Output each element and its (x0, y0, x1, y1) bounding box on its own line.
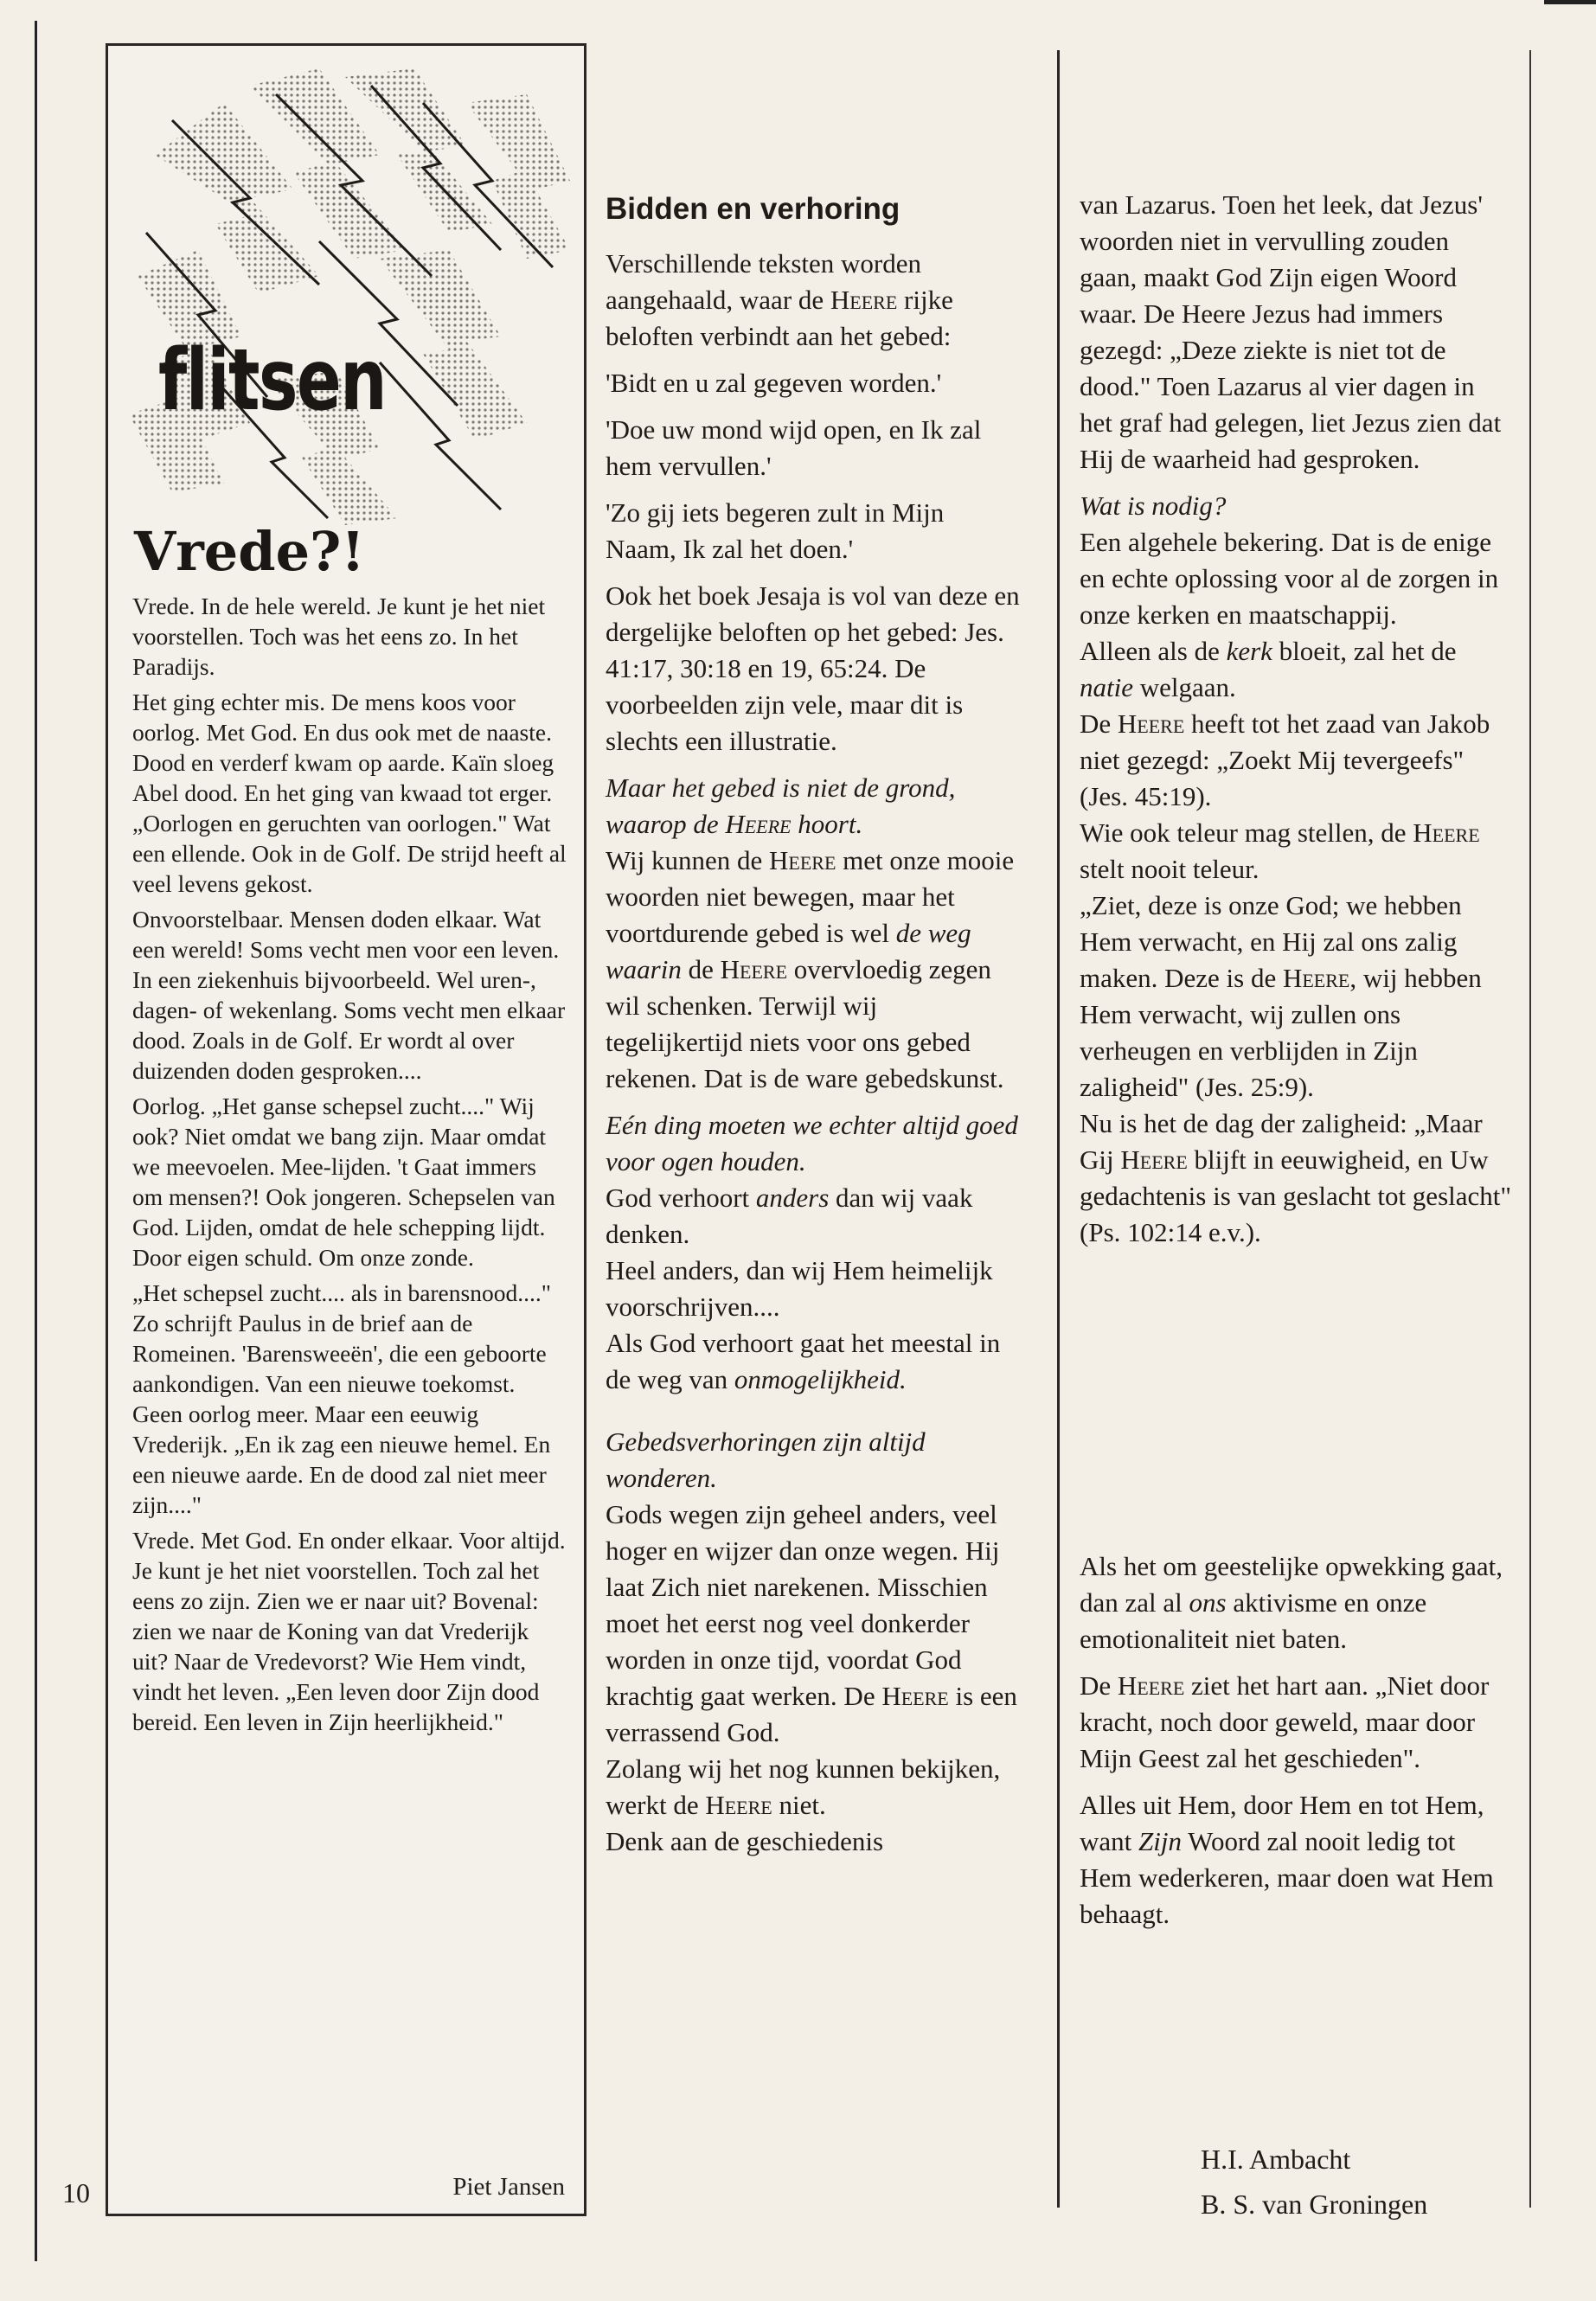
body-paragraph: Alleen als de kerk bloeit, zal het de natie welgaan. (1080, 636, 1457, 702)
body-paragraph: Een algehele bekering. Dat is de enige en echte oplossing voor al de zorgen in onze kerken en maatschappij. (1080, 527, 1499, 630)
sidebar-paragraph: „Het schepsel zucht.... als in barensnood...." Zo schrijft Paulus in de brief aan de Romeinen. 'Barensweeën', die een geboorte aankondigen. Van een nieuwe toekomst. Geen oorlog meer. Maar een eeuwig Vrederijk. „En ik zag een nieuwe hemel. En een nieuwe aarde. En de dood zal niet meer zijn...." (132, 1279, 551, 1518)
body-paragraph: Als het om geestelijke opwekking gaat, dan zal al ons aktivisme en onze emotionaliteit niet baten. (1080, 1551, 1503, 1654)
body-paragraph: Maar het gebed is niet de grond, waarop de Heere hoort. Wij kunnen de Heere met onze mooie woorden niet bewegen, maar het voortdurende gebed is wel de weg waarin de Heere overvloedig zegen wil schenken. Terwijl wij tegelijkertijd niets voor ons gebed rekenen. Dat is de ware gebedskunst. (606, 772, 1015, 1093)
body-paragraph: Nu is het de dag der zaligheid: „Maar Gij Heere blijft in eeuwigheid, en Uw gedachtenis is van geslacht tot geslacht" (Ps. 102:14 e.v.). (1080, 1108, 1512, 1247)
body-paragraph: De Heere heeft tot het zaad van Jakob niet gezegd: „Zoekt Mij tevergeefs" (Jes. 45:19). (1080, 708, 1490, 811)
body-paragraph: Eén ding moeten we echter altijd goed voor ogen houden. God verhoort anders dan wij vaak denken. Heel anders, dan wij Hem heimelijk voorschrijven.... Als God verhoort gaat het meestal in de weg van onmogelijkheid. (606, 1110, 1018, 1394)
body-paragraph: Gebedsverhoringen zijn altijd wonderen. Gods wegen zijn geheel anders, veel hoger en wijzer dan onze wegen. Hij laat Zich niet narekenen. Misschien moet het eerst nog veel donkerder worden in onze tijd, voordat God krachtig gaat werken. De Heere is een verrassend God. Zolang wij het nog kunnen bekijken, werkt de Heere niet. Denk aan de geschiedenis (606, 1426, 1017, 1856)
heere-smallcaps: Heere (830, 285, 898, 315)
body-paragraph: Wie ook teleur mag stellen, de Heere stelt nooit teleur. (1080, 817, 1480, 884)
quote: 'Bidt en u zal gegeven worden.' (606, 368, 942, 398)
sidebar-paragraph: Het ging echter mis. De mens koos voor oorlog. Met God. En dus ook met de naaste. Dood en verderf kwam op aarde. Kaïn sloeg Abel dood. En het ging van kwaad tot erger. „Oorlogen en geruchten van oorlogen." Wat een ellende. Ook in de Golf. De strijd heeft al veel levens gekost. (132, 689, 567, 897)
article-heading: Bidden en verhoring (606, 192, 901, 226)
body-paragraph: Alles uit Hem, door Hem en tot Hem, want Zijn Woord zal nooit ledig tot Hem wederkeren, maar doen wat Hem behaagt. (1080, 1790, 1494, 1929)
article-authors (1201, 2137, 1427, 2227)
flitsen-sidebar (106, 43, 586, 2216)
body-paragraph: „Ziet, deze is onze God; we hebben Hem verwacht, en Hij zal ons zalig maken. Deze is de Heere, wij hebben Hem verwacht, wij zullen ons verheugen en verblijden in Zijn zaligheid" (Jes. 25:9). (1080, 890, 1482, 1102)
sidebar-author: Piet Jansen (452, 2173, 565, 2201)
sidebar-body (132, 591, 570, 1742)
lightning-illustration (120, 51, 577, 535)
main-article-column (606, 192, 1021, 1870)
right-edge-rule (1529, 50, 1531, 2208)
author-line: H.I. Ambacht (1201, 2144, 1351, 2175)
quote: 'Zo gij iets begeren zult in Mijn Naam, Ik zal het doen.' (606, 497, 945, 564)
subheading: Wat is nodig? (1080, 490, 1227, 521)
sidebar-paragraph: Vrede. Met God. En onder elkaar. Voor altijd. Je kunt je het niet voorstellen. Toch zal het eens zo zijn. Zien we er naar uit? Bovenal: zien we naar de Koning van dat Vrederijk uit? Naar de Vredevorst? Wie Hem vindt, vindt het leven. „Een leven door Zijn dood bereid. Een leven in Zijn heerlijkheid." (132, 1527, 566, 1735)
sidebar-paragraph: Oorlog. „Het ganse schepsel zucht...." Wij ook? Niet omdat we bang zijn. Maar omdat we meevoelen. Mee-lijden. 't Gaat immers om mensen?! Ook jongeren. Schepselen van God. Lijden, omdat de hele schepping lijdt. Door eigen schuld. Om onze zonde. (132, 1093, 555, 1271)
author-line: B. S. van Groningen (1201, 2189, 1428, 2220)
page-edge-rule (35, 21, 37, 2261)
body-paragraph: De Heere ziet het hart aan. „Niet door kracht, noch door geweld, maar door Mijn Geest zal het geschieden". (1080, 1670, 1490, 1773)
continuation-column (1080, 187, 1512, 1251)
body-paragraph: van Lazarus. Toen het leek, dat Jezus' woorden niet in vervulling zouden gaan, maakt God Zijn eigen Woord waar. De Heere Jezus had immers gezegd: „Deze ziekte is niet tot de dood." Toen Lazarus al vier dagen in het graf had gelegen, liet Jezus zien dat Hij de waarheid had gesproken. (1080, 189, 1502, 474)
section-header-word: flitsen (158, 331, 387, 430)
sidebar-paragraph: Onvoorstelbaar. Mensen doden elkaar. Wat een wereld! Soms vecht men voor een leven. In een ziekenhuis bijvoorbeeld. Wel uren-, dagen- of wekenlang. Soms vecht men elkaar dood. Zoals in de Golf. Er wordt al over duizenden doden gesproken.... (132, 906, 566, 1084)
body-paragraph: Verschillende teksten worden aangehaald, waar de Heere rijke beloften verbindt aan het gebed: (606, 248, 953, 351)
column-divider (1057, 50, 1060, 2208)
closing-column (1080, 1548, 1512, 1943)
article-title: Vrede?! (134, 520, 365, 583)
quote: 'Doe uw mond wijd open, en Ik zal hem vervullen.' (606, 414, 982, 481)
top-corner-rule (1544, 0, 1596, 4)
sidebar-paragraph: Vrede. In de hele wereld. Je kunt je het niet voorstellen. Toch was het eens zo. In het Paradijs. (132, 593, 546, 680)
body-paragraph: Ook het boek Jesaja is vol van deze en dergelijke beloften op het gebed: Jes. 41:17, 30:18 en 19, 65:24. De voorbeelden zijn vele, maar dit is slechts een illustratie. (606, 580, 1020, 756)
page-number: 10 (62, 2177, 90, 2208)
